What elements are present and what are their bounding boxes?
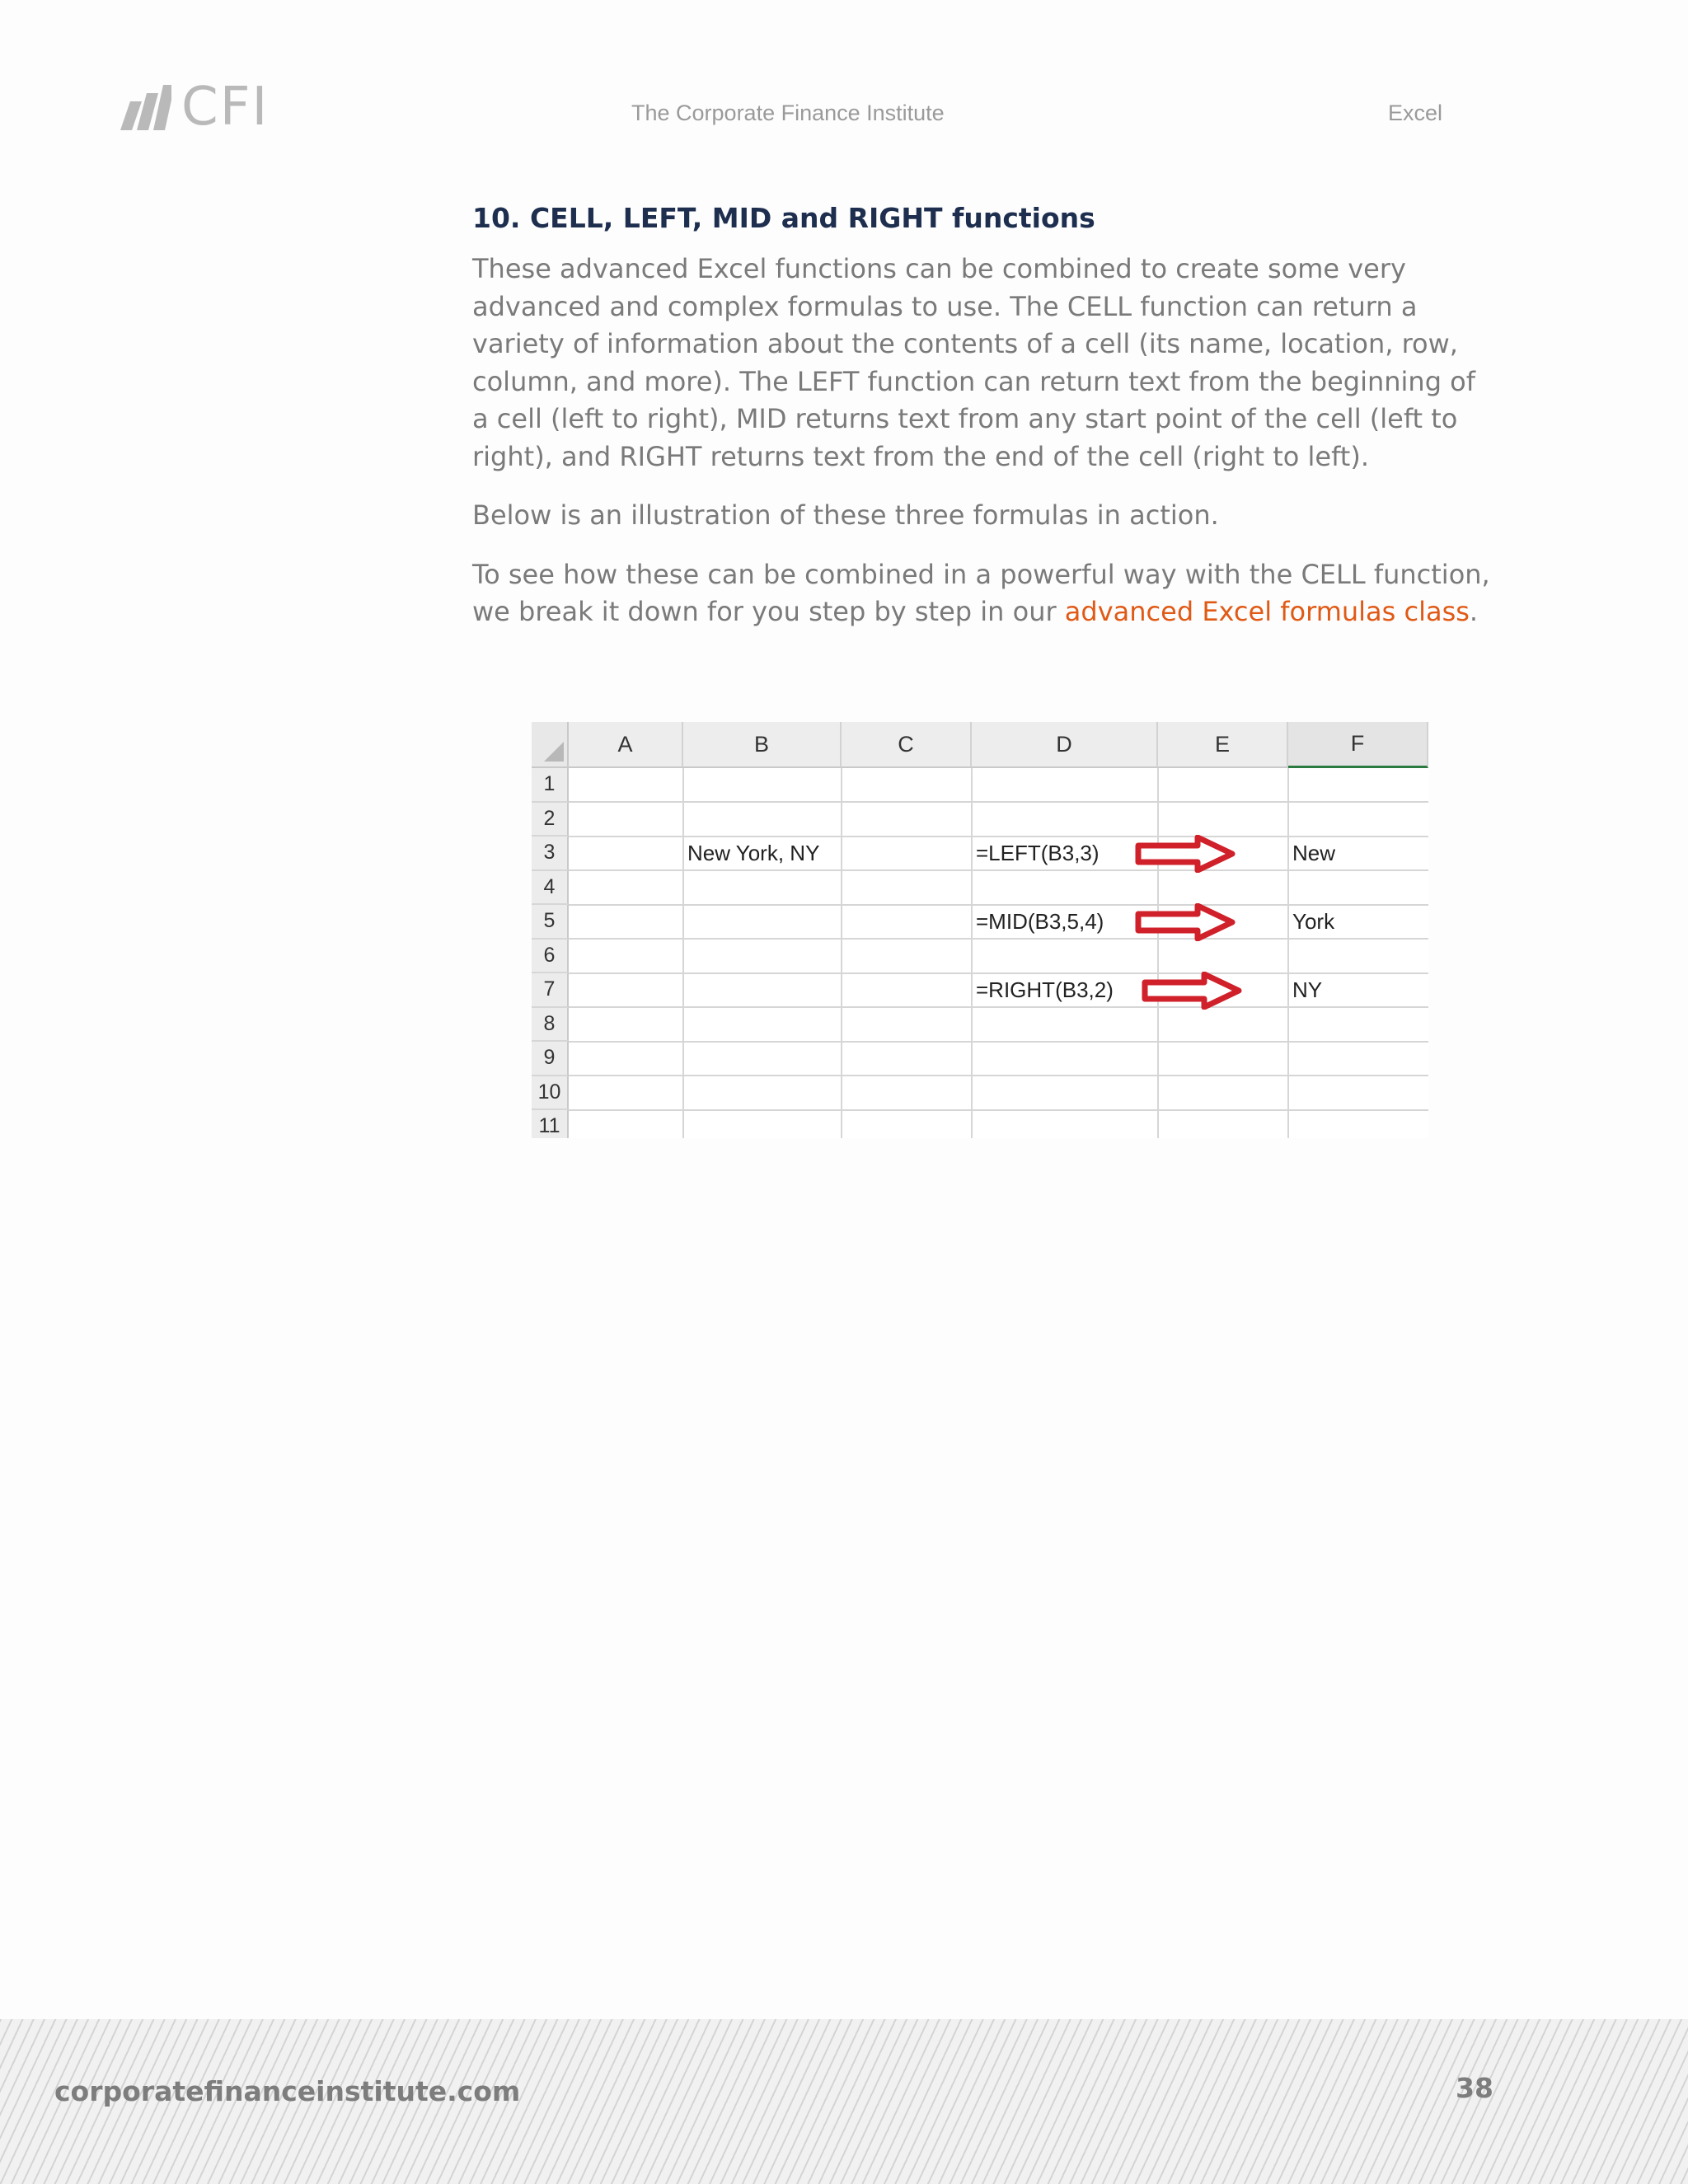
column-header-a: A bbox=[569, 722, 683, 768]
row-header-2: 2 bbox=[532, 803, 569, 837]
grid-line bbox=[1157, 768, 1159, 1138]
cell-f3: New bbox=[1292, 841, 1336, 866]
row-header-7: 7 bbox=[532, 973, 569, 1008]
grid-line bbox=[841, 768, 842, 1138]
spreadsheet-screenshot bbox=[532, 722, 1428, 1138]
cfi-logo-icon bbox=[114, 85, 171, 130]
grid-line bbox=[1287, 768, 1289, 1138]
row-header-11: 11 bbox=[532, 1110, 569, 1138]
page-footer bbox=[0, 2019, 1688, 2184]
header-title: The Corporate Finance Institute bbox=[631, 101, 945, 125]
cfi-logo bbox=[114, 77, 270, 138]
right-arrow-icon bbox=[1135, 835, 1236, 873]
section-heading: 10. CELL, LEFT, MID and RIGHT functions bbox=[472, 202, 1095, 234]
cell-b3: New York, NY bbox=[687, 841, 820, 866]
paragraph-suffix: . bbox=[1469, 596, 1479, 627]
cell-f7: NY bbox=[1292, 977, 1323, 1003]
row-header-10: 10 bbox=[532, 1076, 569, 1111]
column-header-e: E bbox=[1158, 722, 1288, 768]
paragraph-text: To see how these can be combined in a powerful way with the CELL function, we break it down for you step by step in our bbox=[472, 558, 1490, 627]
logo-text: CFI bbox=[181, 77, 270, 138]
column-header-d: D bbox=[972, 722, 1158, 768]
grid-line bbox=[569, 801, 1428, 803]
row-header-6: 6 bbox=[532, 940, 569, 974]
cell-d3: =LEFT(B3,3) bbox=[976, 841, 1100, 866]
row-header-9: 9 bbox=[532, 1042, 569, 1076]
row-header-3: 3 bbox=[532, 837, 569, 871]
page-header bbox=[0, 77, 1688, 148]
cell-d5: =MID(B3,5,4) bbox=[976, 909, 1104, 935]
grid-line bbox=[569, 1041, 1428, 1043]
grid-line bbox=[682, 768, 684, 1138]
cell-f5: York bbox=[1292, 909, 1335, 935]
right-arrow-icon bbox=[1135, 903, 1236, 941]
row-header-5: 5 bbox=[532, 905, 569, 940]
grid-line bbox=[971, 768, 973, 1138]
column-header-b: B bbox=[683, 722, 842, 768]
column-header-c: C bbox=[842, 722, 972, 768]
page-content bbox=[472, 198, 1494, 653]
grid-line bbox=[569, 1075, 1428, 1076]
grid-line bbox=[569, 1109, 1428, 1111]
paragraph-illustration: Below is an illustration of these three formulas in action. bbox=[472, 499, 1219, 531]
header-section: Excel bbox=[1388, 101, 1443, 125]
paragraph-intro: These advanced Excel functions can be combined to create some very advanced and complex formulas to use. The CELL function can return a variety of information about the contents of a cell (its name, location, row, column, and more). The LEFT function can return text from the beginning of a cell (left to right), MID returns text from any start point of the cell (left to right), and RIGHT returns text from the end of the cell (right to left). bbox=[472, 253, 1476, 472]
row-header-4: 4 bbox=[532, 871, 569, 906]
row-header-1: 1 bbox=[532, 768, 569, 803]
column-header-f: F bbox=[1288, 722, 1428, 768]
right-arrow-icon bbox=[1142, 972, 1242, 1010]
cell-d7: =RIGHT(B3,2) bbox=[976, 977, 1114, 1003]
row-header-8: 8 bbox=[532, 1008, 569, 1043]
paragraph-class-link bbox=[472, 556, 1494, 631]
footer-website[interactable]: corporatefinanceinstitute.com bbox=[54, 2075, 521, 2107]
advanced-formulas-class-link[interactable]: advanced Excel formulas class bbox=[1064, 596, 1470, 627]
select-all-corner bbox=[532, 722, 569, 768]
page-number: 38 bbox=[1456, 2072, 1493, 2104]
